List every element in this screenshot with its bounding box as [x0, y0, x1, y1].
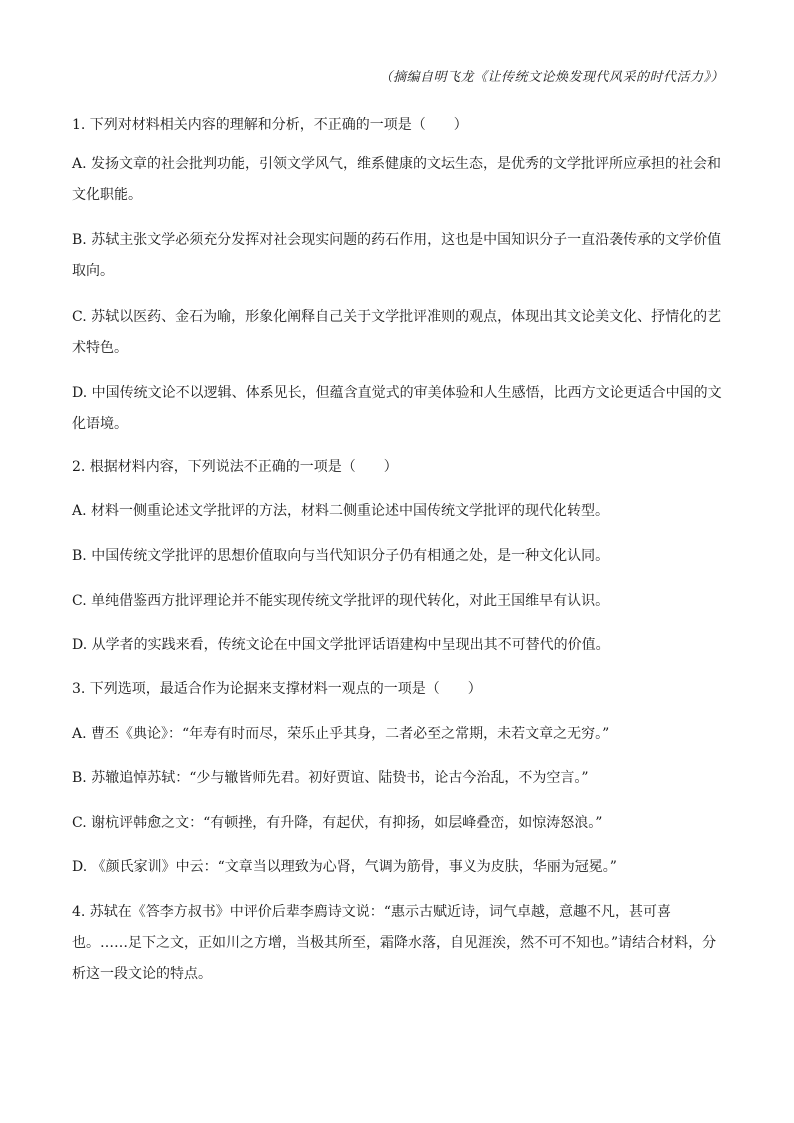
question-3-option-d: D. 《颜氏家训》中云：“文章当以理致为心肾，气调为筋骨，事义为皮肤，华丽为冠冕。”: [72, 859, 617, 875]
question-3-option-c: C. 谢杭评韩愈之文：“有顿挫，有升降，有起伏，有抑扬，如层峰叠峦，如惊涛怒浪。”: [72, 815, 603, 831]
question-2-option-c: C. 单纯借鉴西方批评理论并不能实现传统文学批评的现代转化，对此王国维早有认识。: [72, 593, 610, 609]
question-4-stem: 4. 苏轼在《答李方叔书》中评价后辈李廌诗文说：“惠示古赋近诗，词气卓越，意趣不凡，甚可喜也。……足下之文，正如川之方增，当极其所至，霜降水落，自见涯涘，然不可不知也。”请结合材料，分析这一段文论的特点。: [72, 904, 717, 982]
question-1-option-c: C. 苏轼以医药、金石为喻，形象化阐释自己关于文学批评准则的观点，体现出其文论美文化、抒情化的艺术特色。: [72, 309, 722, 356]
question-2-option-b: B. 中国传统文学批评的思想价值取向与当代知识分子仍有相通之处，是一种文化认同。: [72, 548, 610, 564]
question-2-option-d: D. 从学者的实践来看，传统文论在中国文学批评话语建构中呈现出其不可替代的价值。: [72, 637, 610, 653]
question-3-stem: 3. 下列选项，最适合作为论据来支撑材料一观点的一项是（ ）: [72, 681, 482, 697]
question-2-option-a: A. 材料一侧重论述文学批评的方法，材料二侧重论述中国传统文学批评的现代化转型。: [72, 503, 610, 519]
question-3-option-b: B. 苏辙追悼苏轼：“少与辙皆师先君。初好贾谊、陆贽书，论古今治乱，不为空言。”: [72, 770, 589, 786]
source-citation: （摘编自明飞龙《让传统文论焕发现代风采的时代活力》）: [379, 70, 724, 85]
question-1-option-d: D. 中国传统文论不以逻辑、体系见长，但蕴含直觉式的审美体验和人生感悟，比西方文论更适合中国的文化语境。: [72, 385, 722, 432]
question-2-stem: 2. 根据材料内容，下列说法不正确的一项是（ ）: [72, 459, 398, 475]
question-3-option-a: A. 曹丕《典论》：“年寿有时而尽，荣乐止乎其身，二者必至之常期，未若文章之无穷。”: [72, 726, 610, 742]
question-1-stem: 1. 下列对材料相关内容的理解和分析，不正确的一项是（ ）: [72, 117, 468, 133]
question-1-option-a: A. 发扬文章的社会批判功能，引领文学风气，维系健康的文坛生态，是优秀的文学批评所应承担的社会和文化职能。: [72, 156, 722, 203]
question-1-option-b: B. 苏轼主张文学必须充分发挥对社会现实问题的药石作用，这也是中国知识分子一直沿袭传承的文学价值取向。: [72, 232, 722, 279]
